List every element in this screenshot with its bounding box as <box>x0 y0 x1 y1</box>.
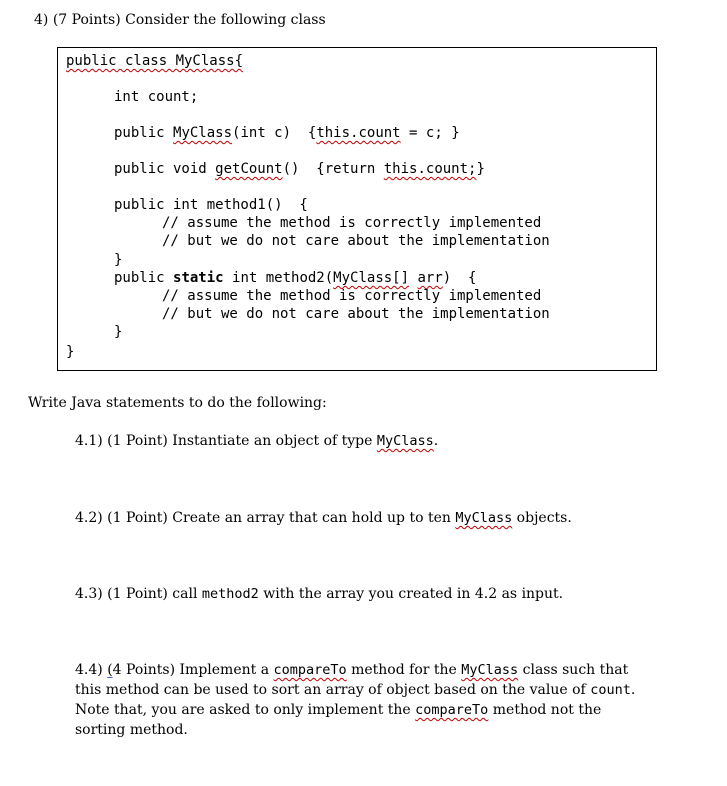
code-line-method2 <box>114 270 476 286</box>
method2-signature: int method2( <box>223 270 334 286</box>
task-4-2-text: 4.2) (1 Point) Create an array that can hold up to ten <box>75 510 456 526</box>
getcount-this-count: this.count; <box>383 161 477 177</box>
ctor-this-count: this.count <box>316 125 401 141</box>
task-4-1-suffix: . <box>433 433 439 449</box>
task-4-4-text-4: . Note that, you are asked to only implement the <box>75 682 636 718</box>
task-4-3 <box>75 584 675 604</box>
task-4-2-code: MyClass <box>455 510 513 526</box>
task-4-4-code-myclass: MyClass <box>461 662 519 678</box>
code-line-method1: public int method1() { <box>114 197 308 213</box>
task-4-1 <box>75 431 675 451</box>
code-line-class-decl <box>66 53 243 69</box>
task-4-4-code-count: count <box>590 682 631 698</box>
code-line-comment-4: // but we do not care about the implementation <box>162 306 550 322</box>
ctor-name: MyClass <box>173 125 233 141</box>
question-number: 4) <box>34 12 49 28</box>
task-4-1-code: MyClass <box>376 433 434 449</box>
code-line-comment-3: // assume the method is correctly implemented <box>162 288 542 304</box>
getcount-return: () {return <box>282 161 384 177</box>
code-line-method2-close: } <box>114 324 123 340</box>
task-4-3-code: method2 <box>201 586 259 602</box>
getcount-name: getCount <box>215 161 283 177</box>
task-4-4 <box>75 660 655 740</box>
task-4-4-text-5: method not the sorting method. <box>75 702 602 738</box>
task-4-4-paren: ( <box>107 662 113 678</box>
task-4-3-text: 4.3) (1 Point) call <box>75 586 202 602</box>
code-box <box>57 47 657 371</box>
task-4-1-text: 4.1) (1 Point) Instantiate an object of type <box>75 433 377 449</box>
question-text: Consider the following class <box>125 12 326 28</box>
getcount-modifier: public void <box>114 161 216 177</box>
task-4-4-text-3: class such that this method can be used to sort an array of object based on the value of <box>75 662 629 698</box>
ctor-modifier: public <box>114 125 174 141</box>
method2-static: static <box>173 270 224 286</box>
task-4-4-code-compareto-2: compareTo <box>415 702 489 718</box>
question-heading <box>34 12 326 28</box>
ctor-body: = c; } <box>400 125 460 141</box>
code-line-getcount <box>114 161 485 177</box>
method2-param-type: MyClass[] <box>333 270 410 286</box>
question-points: (7 Points) <box>52 12 121 28</box>
method2-param-name: arr <box>417 270 443 286</box>
code-line-field: int count; <box>114 89 199 105</box>
code-line-comment-2: // but we do not care about the implementation <box>162 233 550 249</box>
method2-modifier: public <box>114 270 174 286</box>
instructions-intro: Write Java statements to do the following: <box>28 395 327 411</box>
code-line-class-close: } <box>66 344 75 360</box>
task-4-3-suffix: with the array you created in 4.2 as input. <box>258 586 564 602</box>
task-4-2-suffix: objects. <box>512 510 572 526</box>
getcount-close: } <box>476 161 485 177</box>
task-4-4-text-1: 4 Points) Implement a <box>112 662 274 678</box>
code-line-method1-close: } <box>114 252 123 268</box>
task-4-4-number: 4.4) <box>75 662 108 678</box>
task-4-4-code-compareto: compareTo <box>273 662 347 678</box>
task-4-2 <box>75 508 675 528</box>
code-line-constructor <box>114 125 460 141</box>
ctor-params: (int c) { <box>232 125 317 141</box>
code-line-comment-1: // assume the method is correctly implemented <box>162 215 542 231</box>
method2-open: ) { <box>442 270 477 286</box>
task-4-4-text-2: method for the <box>346 662 462 678</box>
class-decl-text: public class MyClass{ <box>66 53 244 69</box>
